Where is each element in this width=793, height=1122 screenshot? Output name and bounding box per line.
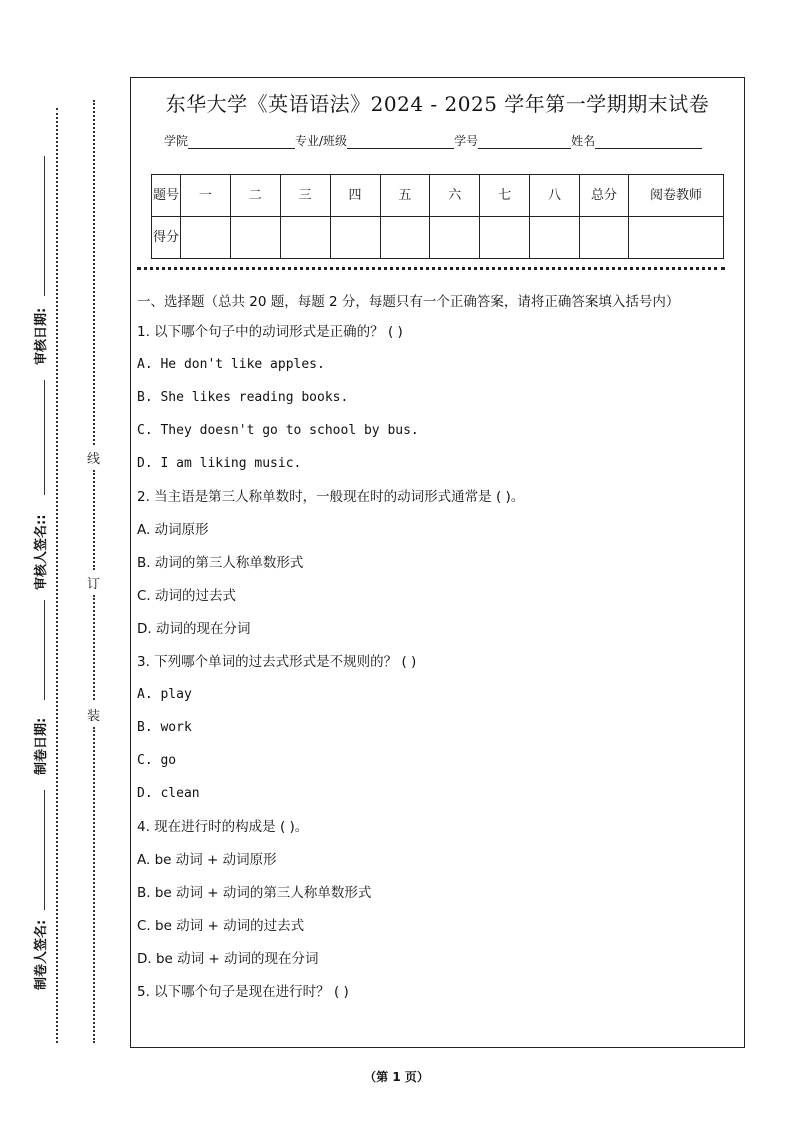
exam-content — [137, 291, 737, 1015]
score-cell-1[interactable] — [181, 217, 231, 259]
question-4-option-b: B. be 动词 + 动词的第三人称单数形式 — [137, 885, 372, 901]
question-5-stem: 5. 以下哪个句子是现在进行时？ ( ) — [137, 984, 349, 1000]
score-cell-total[interactable] — [580, 217, 629, 259]
question-3-option-c: C. go — [137, 753, 177, 768]
major-label: 专业/班级 — [295, 134, 348, 148]
question-2-option-d: D. 动词的现在分词 — [137, 621, 251, 637]
section-1-title: 一、选择题（总共 20 题，每题 2 分，每题只有一个正确答案，请将正确答案填入括号内） — [137, 294, 680, 310]
name-field[interactable] — [595, 134, 702, 149]
question-3-option-a: A. play — [137, 687, 192, 702]
question-4-option-c: C. be 动词 + 动词的过去式 — [137, 918, 305, 934]
name-label: 姓名 — [571, 134, 596, 148]
reviewer-date-label: 审核日期: — [34, 307, 49, 365]
score-cell-6[interactable] — [430, 217, 480, 259]
question-2-stem: 2. 当主语是第三人称单数时，一般现在时的动词形式通常是 ( )。 — [137, 489, 525, 505]
question-1-stem: 1. 以下哪个句子中的动词形式是正确的？ ( ) — [137, 324, 403, 340]
score-cell-5[interactable] — [380, 217, 430, 259]
maker-sign-label: 制卷人签名: — [34, 919, 49, 990]
question-2-option-c: C. 动词的过去式 — [137, 588, 237, 604]
reviewer-sign-line — [44, 380, 45, 495]
question-1-option-d: D. I am liking music. — [137, 456, 302, 471]
score-col-total: 总分 — [580, 175, 629, 217]
score-col-6: 六 — [430, 175, 480, 217]
exam-title: 东华大学《英语语法》2024 - 2025 学年第一学期期末试卷 — [165, 92, 710, 116]
score-col-2: 二 — [230, 175, 280, 217]
score-col-3: 三 — [280, 175, 330, 217]
maker-date-label: 制卷日期: — [34, 717, 49, 775]
score-header-row — [152, 175, 724, 217]
reviewer-sign-label: 审核人签名:: — [34, 514, 49, 590]
left-dotted-line — [56, 108, 58, 1043]
maker-date-line — [44, 600, 45, 700]
question-3-stem: 3. 下列哪个单词的过去式形式是不规则的？ ( ) — [137, 654, 417, 670]
question-3-option-d: D. clean — [137, 786, 200, 801]
student-info-row — [164, 132, 702, 149]
college-label: 学院 — [164, 134, 189, 148]
score-value-row — [152, 217, 724, 259]
question-1-option-b: B. She likes reading books. — [137, 390, 349, 405]
score-col-4: 四 — [330, 175, 380, 217]
binding-dotted-line-1 — [93, 100, 95, 445]
maker-sign-line — [44, 790, 45, 910]
binding-dotted-line-2 — [93, 470, 95, 570]
score-col-5: 五 — [380, 175, 430, 217]
question-2-option-a: A. 动词原形 — [137, 522, 209, 538]
question-1-option-a: A. He don't like apples. — [137, 357, 325, 372]
score-cell-7[interactable] — [480, 217, 530, 259]
question-4-option-a: A. be 动词 + 动词原形 — [137, 852, 277, 868]
score-cell-3[interactable] — [280, 217, 330, 259]
exam-frame — [130, 77, 745, 1048]
question-3-option-b: B. work — [137, 720, 192, 735]
score-label: 得分 — [152, 217, 181, 259]
binding-dotted-line-4 — [93, 727, 95, 1043]
score-col-8: 八 — [530, 175, 580, 217]
question-4-option-d: D. be 动词 + 动词的现在分词 — [137, 951, 319, 967]
score-cell-8[interactable] — [530, 217, 580, 259]
student-id-field[interactable] — [478, 134, 571, 149]
page-number: （第 1 页） — [364, 1070, 429, 1084]
score-cell-4[interactable] — [330, 217, 380, 259]
header-separator — [137, 267, 725, 270]
question-number-label: 题号 — [152, 175, 181, 217]
score-col-1: 一 — [181, 175, 231, 217]
question-2-option-b: B. 动词的第三人称单数形式 — [137, 555, 304, 571]
binding-char-bind: 订 — [87, 577, 101, 592]
question-1-option-c: C. They doesn't go to school by bus. — [137, 423, 419, 438]
score-cell-grader[interactable] — [629, 217, 724, 259]
binding-dotted-line-3 — [93, 595, 95, 700]
question-4-stem: 4. 现在进行时的构成是 ( )。 — [137, 819, 309, 835]
score-col-7: 七 — [480, 175, 530, 217]
major-field[interactable] — [347, 134, 454, 149]
score-table — [151, 174, 724, 259]
reviewer-date-line — [44, 156, 45, 296]
binding-char-fold: 装 — [87, 709, 101, 724]
score-cell-2[interactable] — [230, 217, 280, 259]
student-id-label: 学号 — [454, 134, 479, 148]
score-col-grader: 阅卷教师 — [629, 175, 724, 217]
binding-char-line: 线 — [87, 452, 101, 467]
college-field[interactable] — [188, 134, 295, 149]
